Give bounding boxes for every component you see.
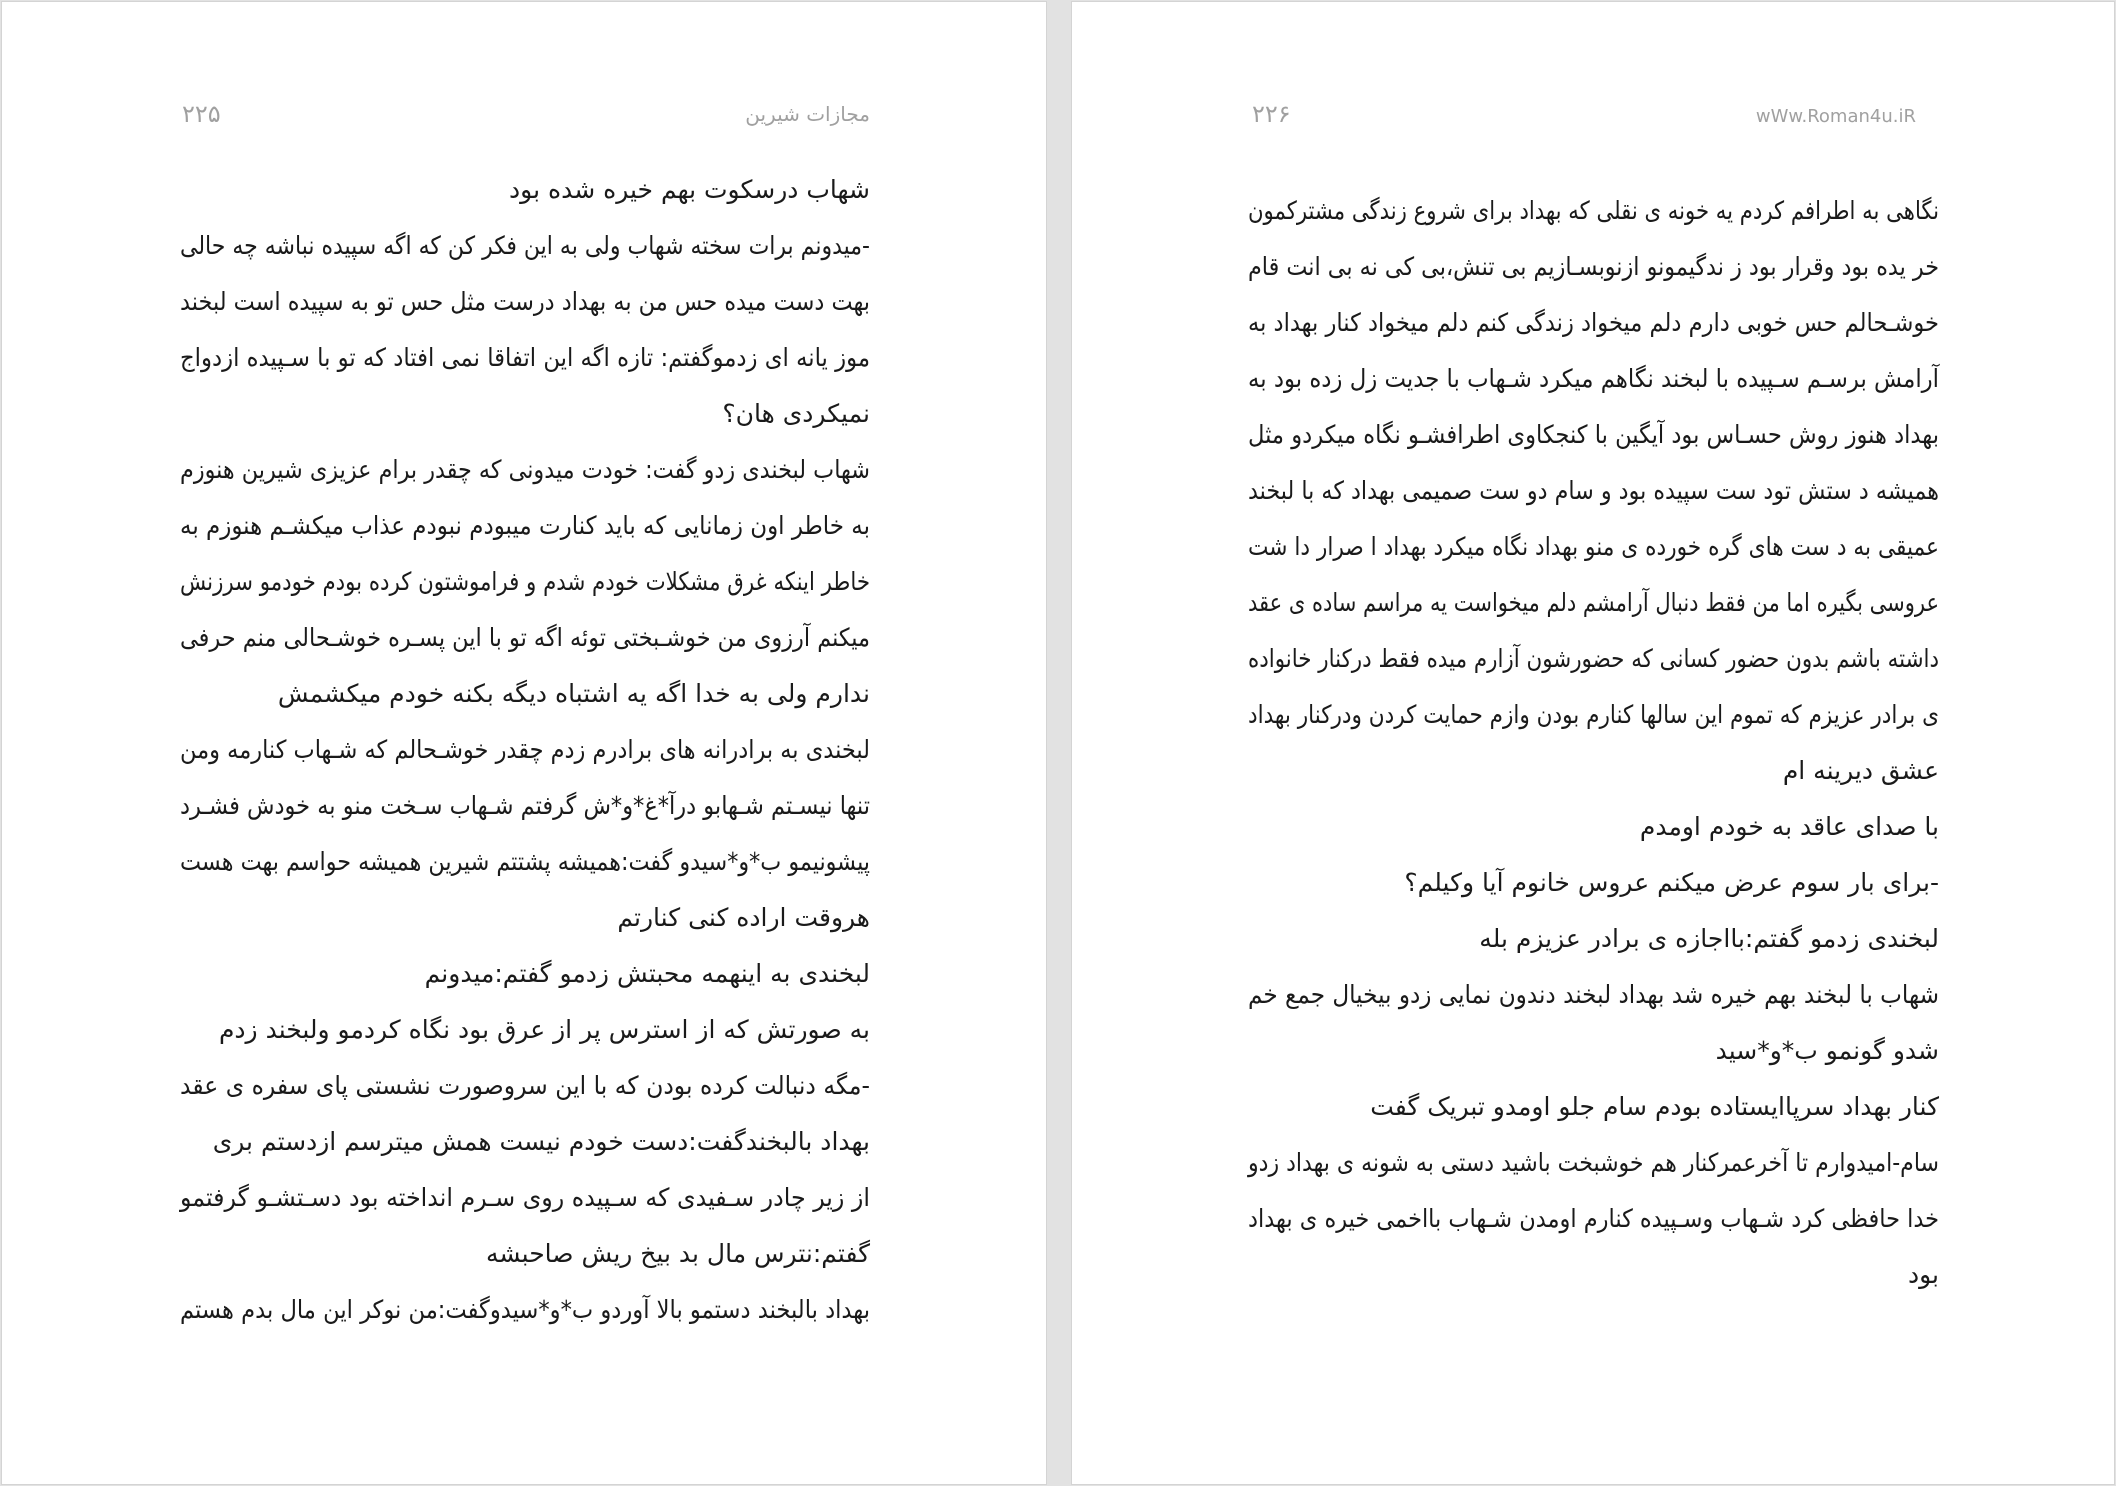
text-line: خدا حافظی کرد شـهاب وسـپیده کنارم اومدن شـهاب بااخمی خیره ی بهداد xyxy=(1248,1204,1939,1233)
text-line: نگاهی به اطرافم کردم یه خونه ی نقلی که بهداد برای شروع زندگی مشترکمون xyxy=(1248,196,1939,225)
text-line: موز یانه ای زدموگفتم: تازه اگه این اتفاقا نمی افتاد که تو با سـپیده ازدواج xyxy=(180,343,870,372)
text-line: گفتم:نترس مال بد بیخ ریش صاحبشه xyxy=(485,1239,870,1268)
text-line: بود xyxy=(1907,1260,1939,1289)
text-line: خر یده بود وقرار بود ز ندگیمونو ازنوبسـازیم بی تنش،بی کی نه بی انت قام xyxy=(1248,252,1939,281)
text-line: ی برادر عزیزم که تموم این سالها کنارم بودن وازم حمایت کردن ودرکنار بهداد xyxy=(1248,700,1939,729)
text-line: به خاطر اون زمانایی که باید کنارت میبودم نبودم عذاب میکشـم هنوزم به xyxy=(180,511,870,540)
text-line: از زیر چادر سـفیدی که سـپیده روی سـرم انداخته بود دسـتشـو گرفتمو xyxy=(179,1183,870,1212)
text-line: عشق دیرینه ام xyxy=(1782,756,1939,785)
text-line: لبخندی به برادرانه های برادرم زدم چقدر خوشـحالم که شـهاب کنارمه ومن xyxy=(179,735,870,764)
text-line: تنها نیسـتم شـهابو درآ*غ*و*ش گرفتم شـهاب سـخت منو به خودش فشـرد xyxy=(180,791,871,820)
text-line: سام-امیدوارم تا آخرعمرکنار هم خوشبخت باشید دستی به شونه ی بهداد زدو xyxy=(1248,1148,1939,1177)
running-header: مجازات شیرین xyxy=(745,102,870,126)
text-line: بهداد هنوز روش حسـاس بود آیگین با کنجکاوی اطرافشـو نگاه میکردو مثل xyxy=(1248,420,1939,449)
text-line: بهت دست میده حس من به بهداد درست مثل حس تو به سپیده است لبخند xyxy=(180,287,871,316)
text-line: خوشـحالم حس خوبی دارم دلم میخواد زندگی کنم دلم میخواد کنار بهداد به xyxy=(1248,308,1939,337)
page-text xyxy=(180,162,870,1338)
text-line: پیشونیمو ب*و*سیدو گفت:همیشه پشتتم شیرین همیشه حواسم بهت هست xyxy=(179,847,870,876)
text-line: شهاب درسکوت بهم خیره شده بود xyxy=(509,175,870,204)
text-line: آرامش برسـم سـپیده با لبخند نگاهم میکرد شـهاب با جدیت زل زده بود به xyxy=(1248,364,1939,393)
text-line: ندارم ولی به خدا اگه یه اشتباه دیگه بکنه خودم میکشمش xyxy=(277,679,870,708)
text-line: خاطر اینکه غرق مشکلات خودم شدم و فراموشتون کرده بودم خودمو سرزنش xyxy=(179,567,870,596)
left-page xyxy=(2,2,1046,1484)
text-line: -میدونم برات سخته شهاب ولی به این فکر کن که اگه سپیده نباشه چه حالی xyxy=(180,231,870,260)
text-line: به صورتش که از استرس پر از عرق بود نگاه کردمو ولبخند زدم xyxy=(218,1015,870,1044)
page-number: ۲۲۵ xyxy=(182,100,221,128)
text-line: شهاب با لبخند بهم خیره شد بهداد لبخند دندون نمایی زدو بیخیال جمع خم xyxy=(1248,980,1939,1009)
text-line: -برای بار سوم عرض میکنم عروس خانوم آیا وکیلم؟ xyxy=(1404,868,1939,897)
text-line: بهداد بالبخندگفت:دست خودم نیست همش میترسم ازدستم بری xyxy=(212,1127,870,1156)
text-line: عروسی بگیره اما من فقط دنبال آرامشم دلم میخواست یه مراسم ساده ی عقد xyxy=(1248,588,1939,617)
right-page xyxy=(1072,2,2114,1484)
text-line: نمیکردی هان؟ xyxy=(722,399,870,428)
running-header: wWw.Roman4u.iR xyxy=(1755,106,1916,127)
text-line: هروقت اراده کنی کنارتم xyxy=(617,903,870,932)
text-line: -مگه دنبالت کرده بودن که با این سروصورت نشستی پای سفره ی عقد xyxy=(180,1071,870,1100)
text-line: عمیقی به د ست های گره خورده ی منو بهداد نگاه میکرد بهداد ا صرار دا شت xyxy=(1248,532,1939,561)
text-line: میکنم آرزوی من خوشـبختی توئه اگه تو با این پسـره خوشـحالی منم حرفی xyxy=(179,623,870,652)
text-line: لبخندی زدمو گفتم:بااجازه ی برادر عزیزم بله xyxy=(1479,924,1939,953)
page-number: ۲۲۶ xyxy=(1252,100,1291,128)
text-line: شدو گونمو ب*و*سید xyxy=(1715,1036,1939,1065)
text-line: همیشه د ستش تود ست سپیده بود و سام دو ست صمیمی بهداد که با لبخند xyxy=(1248,476,1939,505)
text-line: شهاب لبخندی زدو گفت: خودت میدونی که چقدر برام عزیزی شیرین هنوزم xyxy=(179,455,870,484)
text-line: بهداد بالبخند دستمو بالا آوردو ب*و*سیدوگفت:من نوکر این مال بدم هستم xyxy=(179,1295,870,1324)
text-line: با صدای عاقد به خودم اومدم xyxy=(1639,812,1939,841)
text-line: کنار بهداد سرپاایستاده بودم سام جلو اومدو تبریک گفت xyxy=(1370,1092,1939,1121)
text-line: داشته باشم بدون حضور کسانی که حضورشون آزارم میده فقط درکنار خانواده xyxy=(1248,644,1939,673)
text-line: لبخندی به اینهمه محبتش زدمو گفتم:میدونم xyxy=(424,959,870,988)
page-text xyxy=(1248,183,1939,1303)
